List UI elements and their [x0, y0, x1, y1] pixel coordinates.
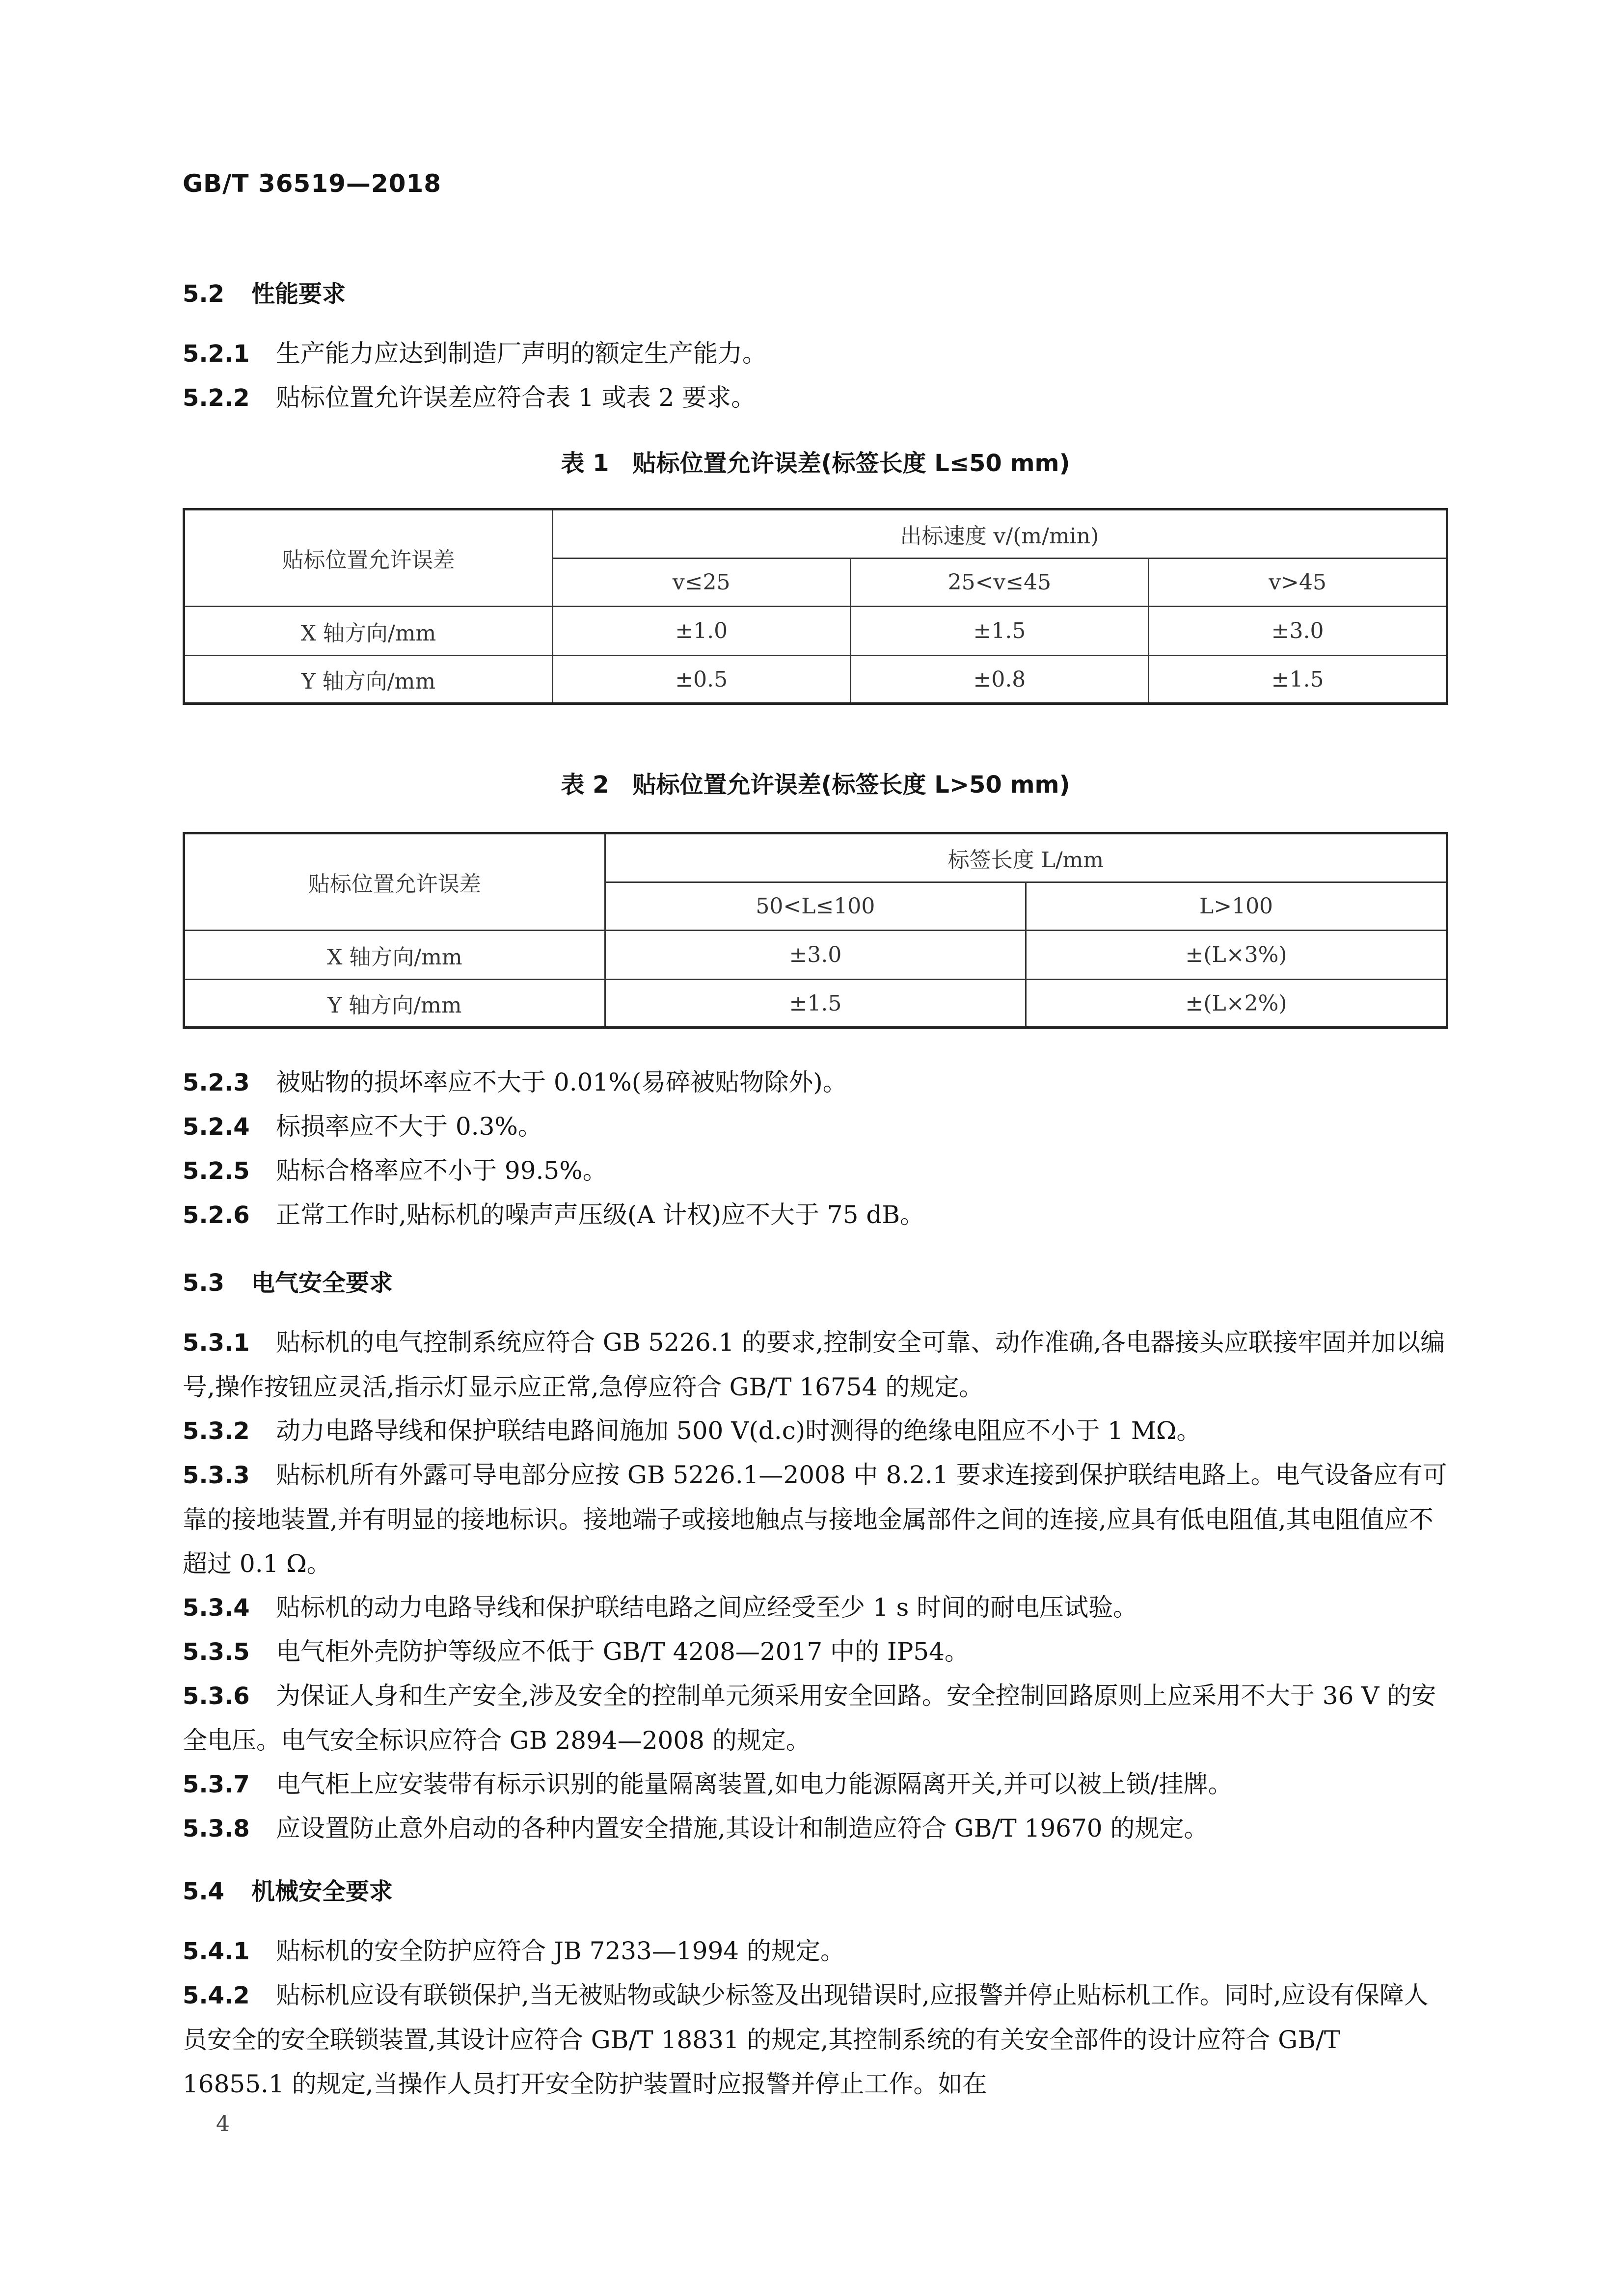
- clause-number: 5.3.3: [183, 1462, 250, 1489]
- table-1-row-header: 贴标位置允许误差: [184, 509, 553, 607]
- clause-number: 5.3.2: [183, 1417, 250, 1445]
- clause-5-4-2: [183, 1973, 1448, 2106]
- table-cell: ±(L×3%): [1026, 931, 1447, 980]
- table-2-row-header: 贴标位置允许误差: [184, 833, 605, 931]
- clause-number: 5.3.7: [183, 1771, 250, 1798]
- table-cell: ±(L×2%): [1026, 980, 1447, 1028]
- page-number: 4: [216, 2111, 230, 2136]
- clause-number: 5.3.6: [183, 1682, 250, 1710]
- clause-5-3-8: [183, 1806, 1448, 1851]
- clause-number: 5.2.1: [183, 340, 250, 368]
- clause-number: 5.4.1: [183, 1938, 250, 1965]
- clause-number: 5.2.5: [183, 1157, 250, 1185]
- clause-text: 正常工作时,贴标机的噪声声压级(A 计权)应不大于 75 dB。: [276, 1201, 925, 1229]
- document-header: GB/T 36519—2018: [183, 169, 442, 198]
- table-cell: ±3.0: [605, 931, 1026, 980]
- clause-number: 5.2.4: [183, 1113, 250, 1141]
- clause-number: 5.2.2: [183, 384, 250, 412]
- clause-text: 动力电路导线和保护联结电路间施加 500 V(d.c)时测得的绝缘电阻应不小于 1 MΩ。: [276, 1416, 1201, 1445]
- clause-text: 生产能力应达到制造厂声明的额定生产能力。: [276, 339, 767, 368]
- section-5-2-heading: [183, 275, 346, 309]
- clause-text: 贴标机应设有联锁保护,当无被贴物或缺少标签及出现错误时,应报警并停止贴标机工作。同时,应设有保障人员安全的安全联锁装置,其设计应符合 GB/T 18831 的规定,其控制系统的有关安全部件的设计应符合 GB/T 16855.1 的规定,当操作人员打开安全防护装置时应报警并停止工作。如在: [183, 1981, 1429, 2098]
- clause-text: 贴标机的动力电路导线和保护联结电路之间应经受至少 1 s 时间的耐电压试验。: [276, 1593, 1138, 1622]
- section-number: 5.2: [183, 280, 225, 308]
- clause-text: 应设置防止意外启动的各种内置安全措施,其设计和制造应符合 GB/T 19670 的规定。: [276, 1814, 1209, 1842]
- clause-text: 电气柜上应安装带有标示识别的能量隔离装置,如电力能源隔离开关,并可以被上锁/挂牌。: [276, 1770, 1233, 1798]
- clause-text: 为保证人身和生产安全,涉及安全的控制单元须采用安全回路。安全控制回路原则上应采用不大于 36 V 的安全电压。电气安全标识应符合 GB 2894—2008 的规定。: [183, 1682, 1436, 1755]
- clause-number: 5.3.4: [183, 1594, 250, 1622]
- section-5-4-heading: [183, 1872, 393, 1906]
- table-2-row: [184, 980, 1447, 1028]
- clause-5-3-5: [183, 1629, 1448, 1674]
- table-cell: ±1.0: [552, 607, 850, 656]
- clause-text: 贴标机的电气控制系统应符合 GB 5226.1 的要求,控制安全可靠、动作准确,各电器接头应联接牢固并加以编号,操作按钮应灵活,指示灯显示应正常,急停应符合 GB/T 16754 的规定。: [183, 1328, 1445, 1401]
- table-cell: ±1.5: [850, 607, 1149, 656]
- table-2-col-header: L>100: [1026, 882, 1447, 931]
- table-2-row: [184, 931, 1447, 980]
- section-title: 机械安全要求: [251, 1878, 393, 1905]
- clause-5-2-4: [183, 1104, 1448, 1149]
- clause-5-3-6: [183, 1674, 1448, 1762]
- clause-number: 5.4.2: [183, 1982, 250, 2009]
- table-1-row: [184, 607, 1447, 656]
- section-number: 5.3: [183, 1269, 225, 1297]
- clause-number: 5.3.5: [183, 1638, 250, 1666]
- section-title: 性能要求: [251, 280, 346, 308]
- table-1-group-header: 出标速度 v/(m/min): [552, 509, 1447, 559]
- clause-5-4-1: [183, 1929, 1448, 1974]
- clause-text: 贴标机所有外露可导电部分应按 GB 5226.1—2008 中 8.2.1 要求连接到保护联结电路上。电气设备应有可靠的接地装置,并有明显的接地标识。接地端子或接地触点与接地金属部件之间的连接,应具有低电阻值,其电阻值应不超过 0.1 Ω。: [183, 1461, 1447, 1578]
- clause-number: 5.2.3: [183, 1069, 250, 1096]
- table-cell: ±3.0: [1149, 607, 1447, 656]
- clause-5-3-7: [183, 1762, 1448, 1807]
- table-2-col-header: 50<L≤100: [605, 882, 1026, 931]
- table-1: [183, 508, 1448, 705]
- clause-5-3-1: [183, 1320, 1448, 1409]
- clause-5-2-6: [183, 1193, 1448, 1237]
- table-1-col-header: v≤25: [552, 559, 850, 607]
- clause-text: 贴标机的安全防护应符合 JB 7233—1994 的规定。: [276, 1937, 845, 1965]
- table-2-caption: 表 2 贴标位置允许误差(标签长度 L>50 mm): [561, 771, 1070, 799]
- clause-number: 5.2.6: [183, 1201, 250, 1229]
- clause-text: 电气柜外壳防护等级应不低于 GB/T 4208—2017 中的 IP54。: [276, 1637, 969, 1666]
- clause-text: 贴标合格率应不小于 99.5%。: [276, 1156, 607, 1185]
- section-title: 电气安全要求: [251, 1269, 393, 1297]
- table-2-group-header: 标签长度 L/mm: [605, 833, 1447, 882]
- table-1-row: [184, 656, 1447, 704]
- table-cell-label: X 轴方向/mm: [184, 607, 553, 656]
- table-cell-label: Y 轴方向/mm: [184, 656, 553, 704]
- clause-text: 标损率应不大于 0.3%。: [276, 1112, 542, 1141]
- clause-number: 5.3.8: [183, 1815, 250, 1842]
- table-1-caption: 表 1 贴标位置允许误差(标签长度 L≤50 mm): [561, 450, 1070, 477]
- table-1-col-header: 25<v≤45: [850, 559, 1149, 607]
- clause-5-3-2: [183, 1409, 1448, 1453]
- clause-text: 被贴物的损坏率应不大于 0.01%(易碎被贴物除外)。: [276, 1068, 847, 1096]
- table-cell: ±1.5: [1149, 656, 1447, 704]
- table-cell: ±0.8: [850, 656, 1149, 704]
- table-1-col-header: v>45: [1149, 559, 1447, 607]
- clause-5-2-3: [183, 1060, 1448, 1105]
- section-number: 5.4: [183, 1878, 225, 1905]
- clause-5-2-5: [183, 1148, 1448, 1193]
- clause-number: 5.3.1: [183, 1329, 250, 1357]
- clause-5-3-3: [183, 1453, 1448, 1586]
- table-cell-label: X 轴方向/mm: [184, 931, 605, 980]
- table-cell-label: Y 轴方向/mm: [184, 980, 605, 1028]
- table-cell: ±1.5: [605, 980, 1026, 1028]
- clause-5-2-2: [183, 375, 1448, 420]
- clause-5-2-1: [183, 331, 1448, 376]
- table-cell: ±0.5: [552, 656, 850, 704]
- clause-text: 贴标位置允许误差应符合表 1 或表 2 要求。: [276, 383, 756, 412]
- section-5-3-heading: [183, 1264, 393, 1298]
- table-2: [183, 832, 1448, 1029]
- clause-5-3-4: [183, 1585, 1448, 1630]
